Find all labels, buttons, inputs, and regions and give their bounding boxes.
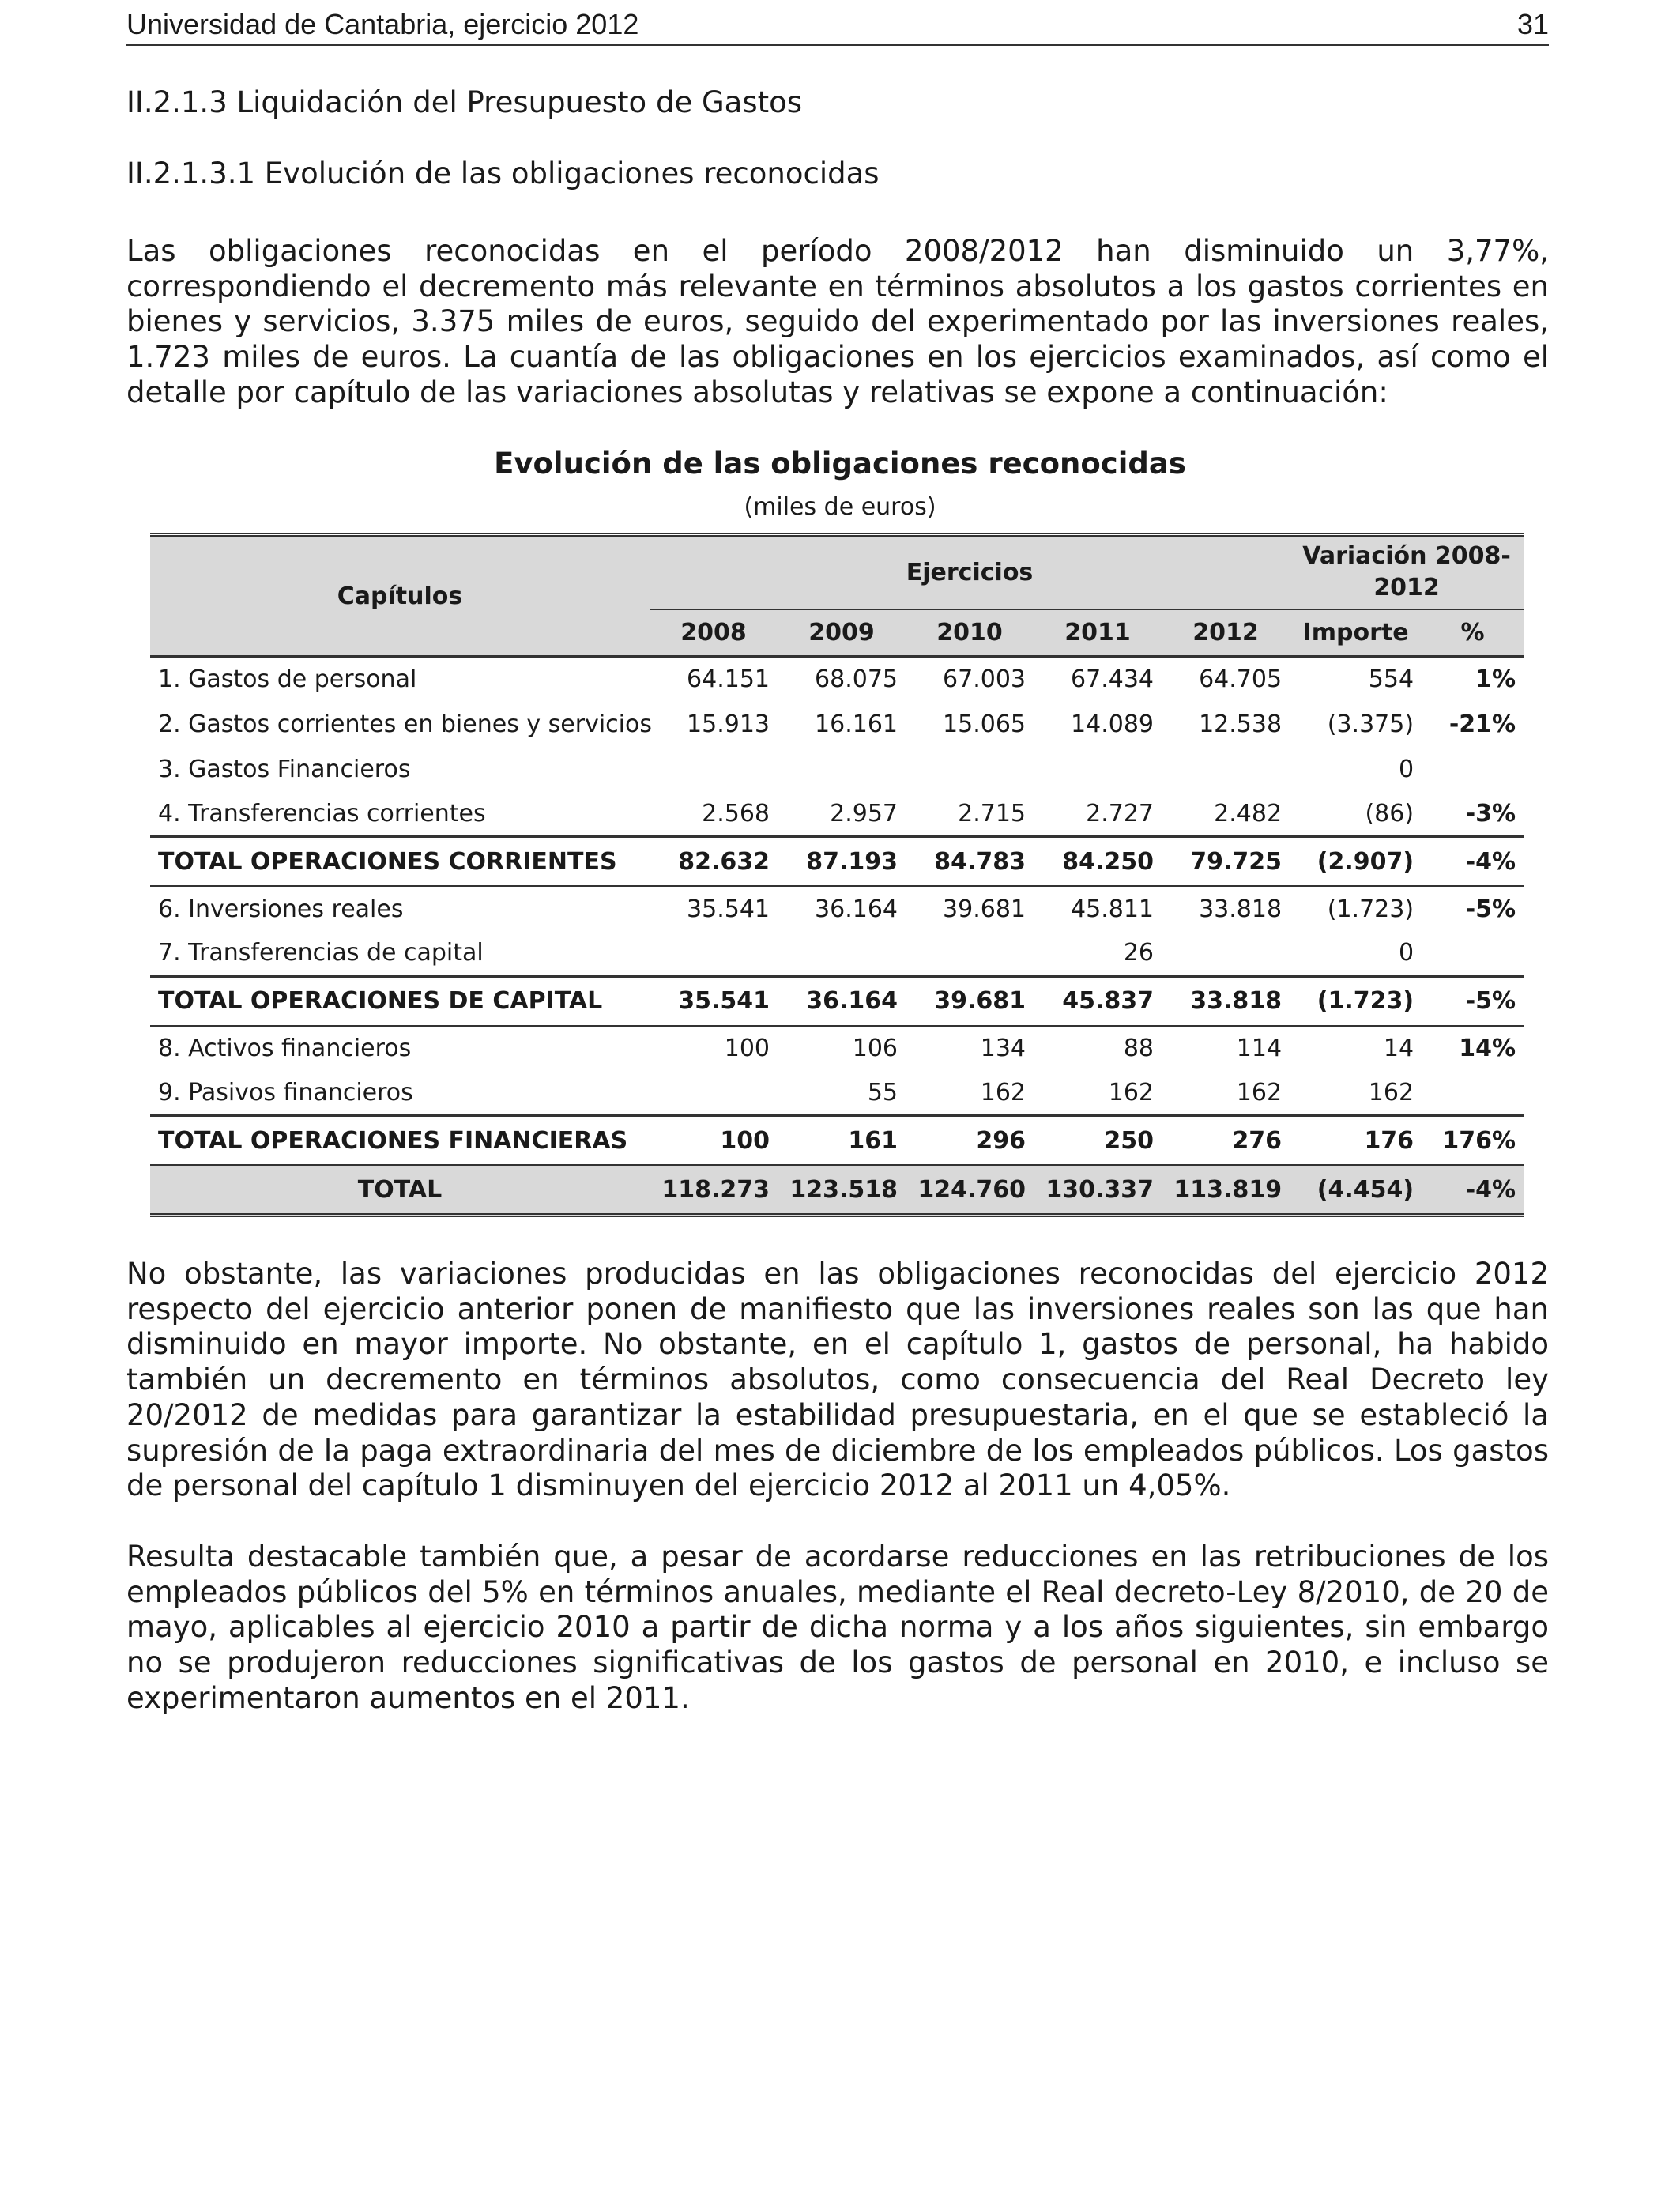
row-label: 1. Gastos de personal	[158, 665, 417, 694]
cell: 55	[867, 1078, 898, 1106]
table-row	[150, 1071, 1524, 1116]
cell: 162	[1236, 1078, 1283, 1106]
cell: 2.715	[958, 799, 1026, 827]
cell-importe: (3.375)	[1327, 710, 1414, 738]
cell-pct: -4%	[1422, 837, 1524, 887]
table-row	[150, 657, 1524, 702]
cell	[778, 931, 906, 976]
cell: 14.089	[1071, 710, 1154, 738]
cell	[1034, 747, 1162, 792]
cell: 45.837	[1034, 976, 1162, 1026]
cell	[1162, 747, 1290, 792]
cell	[650, 1071, 778, 1116]
cell: 118.273	[650, 1165, 778, 1216]
cell: 276	[1162, 1116, 1290, 1166]
cell: 162	[1108, 1078, 1154, 1106]
cell: 64.151	[687, 665, 770, 694]
row-label: TOTAL OPERACIONES CORRIENTES	[150, 837, 650, 887]
col-variacion: Variación 2008-2012	[1290, 535, 1524, 609]
cell-importe: 0	[1398, 939, 1414, 967]
row-label: TOTAL OPERACIONES FINANCIERAS	[150, 1116, 650, 1166]
cell-pct: -3%	[1465, 799, 1516, 827]
table-row	[150, 931, 1524, 976]
cell-importe: (2.907)	[1290, 837, 1422, 887]
row-label: 4. Transferencias corrientes	[158, 799, 486, 827]
obligaciones-table	[150, 533, 1524, 1217]
subtotal-row	[150, 1116, 1524, 1166]
cell: 84.250	[1034, 837, 1162, 887]
table-row	[150, 792, 1524, 837]
cell	[906, 931, 1034, 976]
cell-pct: 14%	[1459, 1035, 1516, 1062]
cell: 26	[1123, 939, 1154, 967]
cell: 15.913	[687, 710, 770, 738]
col-importe: Importe	[1290, 609, 1422, 657]
cell: 84.783	[906, 837, 1034, 887]
cell: 88	[1123, 1035, 1154, 1062]
cell: 100	[650, 1116, 778, 1166]
row-label: 8. Activos financieros	[158, 1035, 412, 1062]
section-heading: II.2.1.3 Liquidación del Presupuesto de Gastos	[126, 85, 803, 119]
cell	[650, 931, 778, 976]
row-label: 9. Pasivos financieros	[158, 1078, 413, 1106]
table-row	[150, 702, 1524, 747]
subtotal-row	[150, 976, 1524, 1026]
cell-importe: (1.723)	[1327, 895, 1414, 923]
cell: 296	[906, 1116, 1034, 1166]
cell: 2.727	[1086, 799, 1154, 827]
page-number: 31	[1516, 8, 1549, 40]
cell: 106	[852, 1035, 898, 1062]
cell: 162	[980, 1078, 1026, 1106]
cell: 36.164	[778, 976, 906, 1026]
cell-importe: (4.454)	[1290, 1165, 1422, 1216]
cell: 68.075	[815, 665, 898, 694]
cell-pct	[1422, 1071, 1524, 1116]
col-year: 2009	[778, 609, 906, 657]
cell-pct	[1422, 931, 1524, 976]
cell: 114	[1236, 1035, 1283, 1062]
cell-pct: -21%	[1448, 710, 1516, 738]
cell	[906, 747, 1034, 792]
col-year: 2010	[906, 609, 1034, 657]
col-year: 2011	[1034, 609, 1162, 657]
total-row	[150, 1165, 1524, 1216]
header-title: Universidad de Cantabria, ejercicio 2012	[126, 8, 639, 40]
col-ejercicios: Ejercicios	[650, 535, 1290, 609]
cell: 45.811	[1071, 895, 1154, 923]
cell: 39.681	[906, 976, 1034, 1026]
cell-importe: (1.723)	[1290, 976, 1422, 1026]
cell: 35.541	[650, 976, 778, 1026]
row-label: 6. Inversiones reales	[158, 895, 404, 923]
cell: 124.760	[906, 1165, 1034, 1216]
cell: 250	[1034, 1116, 1162, 1166]
cell-pct	[1422, 747, 1524, 792]
cell-pct: 176%	[1422, 1116, 1524, 1166]
body-paragraph-3: Resulta destacable también que, a pesar de acordarse reducciones en las retribuciones de los empleados públicos del 5% en términos anuales, mediante el Real decreto-Ley 8/2010, de 20 de mayo, aplicables al ejercicio 2010 a partir de dicha norma y a los años siguientes, sin embargo no se produjeron reducciones significativas de los gastos de personal en 2010, e incluso se experimentaron aumentos en el 2011.	[126, 1540, 1549, 1715]
col-pct: %	[1422, 609, 1524, 657]
row-label: 2. Gastos corrientes en bienes y servicios	[158, 710, 652, 738]
subsection-heading: II.2.1.3.1 Evolución de las obligaciones reconocidas	[126, 156, 880, 190]
cell: 100	[724, 1035, 770, 1062]
cell: 39.681	[943, 895, 1026, 923]
cell: 35.541	[687, 895, 770, 923]
col-capitulos: Capítulos	[150, 535, 650, 657]
cell: 12.538	[1199, 710, 1283, 738]
cell	[650, 747, 778, 792]
cell-importe: 14	[1383, 1035, 1414, 1062]
cell: 67.003	[943, 665, 1026, 694]
col-year: 2012	[1162, 609, 1290, 657]
cell: 15.065	[943, 710, 1026, 738]
cell: 33.818	[1199, 895, 1283, 923]
cell: 2.482	[1214, 799, 1283, 827]
table-header-row	[150, 535, 1524, 609]
cell-importe: 554	[1368, 665, 1414, 694]
cell-importe: 0	[1398, 755, 1414, 783]
table-subtitle: (miles de euros)	[744, 493, 936, 521]
subtotal-row	[150, 837, 1524, 887]
cell: 87.193	[778, 837, 906, 887]
cell: 79.725	[1162, 837, 1290, 887]
cell: 134	[980, 1035, 1026, 1062]
cell: 123.518	[778, 1165, 906, 1216]
cell: 33.818	[1162, 976, 1290, 1026]
col-year: 2008	[650, 609, 778, 657]
cell	[778, 747, 906, 792]
table-row	[150, 886, 1524, 931]
cell: 16.161	[815, 710, 898, 738]
cell: 36.164	[815, 895, 898, 923]
cell-importe: 176	[1290, 1116, 1422, 1166]
row-label: TOTAL	[150, 1165, 650, 1216]
row-label: 7. Transferencias de capital	[158, 939, 484, 967]
cell-pct: -4%	[1422, 1165, 1524, 1216]
cell-pct: 1%	[1475, 665, 1516, 694]
cell-pct: -5%	[1465, 895, 1516, 923]
cell: 113.819	[1162, 1165, 1290, 1216]
table-title: Evolución de las obligaciones reconocidas	[494, 447, 1186, 481]
cell: 82.632	[650, 837, 778, 887]
page-header	[126, 5, 1549, 46]
cell: 161	[778, 1116, 906, 1166]
row-label: 3. Gastos Financieros	[158, 755, 411, 783]
cell	[1162, 931, 1290, 976]
body-paragraph-2: No obstante, las variaciones producidas en las obligaciones reconocidas del ejercicio 2012 respecto del ejercicio anterior ponen de manifiesto que las inversiones reales son las que han disminuido en mayor importe. No obstante, en el capítulo 1, gastos de personal, ha habido también un decremento en términos absolutos, como consecuencia del Real Decreto ley 20/2012 de medidas para garantizar la estabilidad presupuestaria, en el que se estableció la supresión de la paga extraordinaria del mes de diciembre de los empleados públicos. Los gastos de personal del capítulo 1 disminuyen del ejercicio 2012 al 2011 un 4,05%.	[126, 1257, 1549, 1503]
row-label: TOTAL OPERACIONES DE CAPITAL	[150, 976, 650, 1026]
table-row	[150, 1026, 1524, 1071]
cell: 67.434	[1071, 665, 1154, 694]
table-row	[150, 747, 1524, 792]
cell: 2.568	[702, 799, 770, 827]
cell: 64.705	[1199, 665, 1283, 694]
cell-pct: -5%	[1422, 976, 1524, 1026]
cell-importe: (86)	[1365, 799, 1414, 827]
cell-importe: 162	[1368, 1078, 1414, 1106]
cell: 2.957	[830, 799, 898, 827]
cell: 130.337	[1034, 1165, 1162, 1216]
intro-paragraph: Las obligaciones reconocidas en el período 2008/2012 han disminuido un 3,77%, correspondiendo el decremento más relevante en términos absolutos a los gastos corrientes en bienes y servicios, 3.375 miles de euros, seguido del experimentado por las inversiones reales, 1.723 miles de euros. La cuantía de las obligaciones en los ejercicios examinados, así como el detalle por capítulo de las variaciones absolutas y relativas se expone a continuación:	[126, 234, 1549, 409]
